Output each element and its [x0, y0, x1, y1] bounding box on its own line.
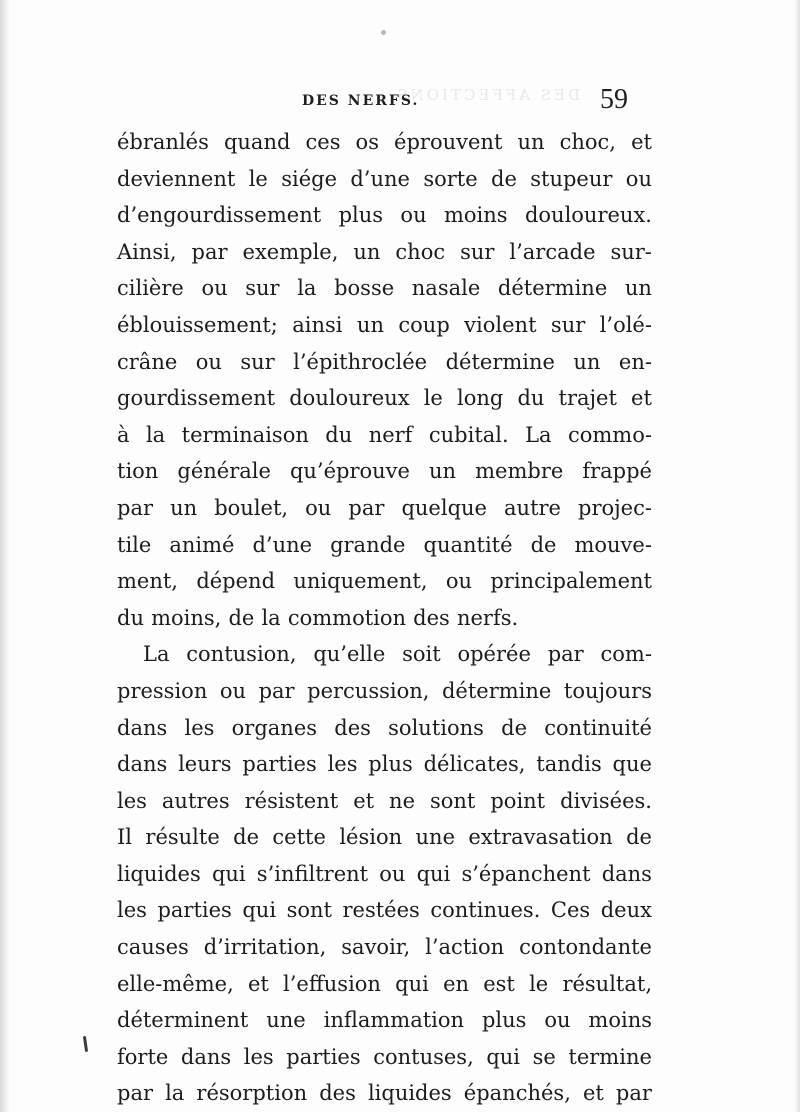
word: par: [117, 1081, 154, 1106]
word: contondante: [519, 935, 652, 960]
word: extravasation: [468, 825, 613, 850]
word: et: [582, 1081, 604, 1106]
word: de: [233, 825, 260, 850]
text-line: [117, 124, 652, 161]
text-line: [117, 819, 652, 856]
word: la: [145, 422, 166, 447]
text-line: [117, 161, 652, 198]
word: nerfs.: [456, 605, 519, 630]
word: ou: [195, 349, 222, 374]
word: ces: [305, 130, 341, 154]
word: d’une: [350, 166, 410, 191]
word: terminaison: [181, 422, 309, 447]
word: membre: [475, 459, 564, 484]
body-text: [117, 124, 652, 1112]
word: sont: [429, 788, 476, 813]
word: forte: [117, 1044, 169, 1069]
word: éprouvent: [394, 130, 503, 154]
text-line: [117, 892, 652, 929]
word: trajet: [558, 386, 617, 411]
word: détermine: [497, 276, 608, 301]
word: leurs: [178, 752, 232, 777]
text-line: [117, 453, 652, 490]
word: douloureux.: [524, 203, 652, 228]
text-line: [117, 270, 652, 307]
text-line: [117, 234, 652, 271]
text-line: [117, 746, 652, 783]
word: plus: [338, 203, 384, 228]
word: dans: [117, 715, 168, 740]
word: ne: [389, 788, 415, 813]
text-line: [117, 490, 652, 527]
word: la: [297, 276, 317, 301]
word: que: [612, 752, 652, 777]
word: les: [184, 715, 215, 740]
word: par: [191, 239, 228, 264]
word: un: [624, 276, 652, 301]
text-line: [117, 673, 652, 710]
word: bosse: [334, 276, 395, 301]
text-line: [117, 1039, 652, 1076]
word: par: [615, 1081, 652, 1106]
word: ment,: [117, 569, 178, 594]
word: dépend: [196, 569, 276, 594]
word: des: [413, 605, 450, 630]
word: à: [117, 422, 130, 447]
word: ou: [544, 1008, 571, 1033]
word: un: [573, 349, 601, 374]
word: une: [415, 825, 455, 850]
word: en: [443, 971, 470, 996]
word: ou: [201, 276, 228, 301]
word: deviennent: [117, 166, 236, 191]
word: qui: [416, 861, 451, 886]
word: sur: [550, 312, 586, 337]
word: de: [626, 825, 652, 850]
word: qu’elle: [313, 642, 386, 667]
word: qui: [395, 971, 429, 996]
word: quantité: [423, 532, 513, 557]
word: percussion,: [307, 678, 430, 703]
word: par: [117, 495, 154, 520]
word: et: [631, 130, 652, 154]
word: ou: [379, 861, 406, 886]
word: par: [258, 678, 295, 703]
word: contusion,: [186, 642, 297, 667]
word: os: [355, 130, 379, 154]
text-line: [117, 929, 652, 966]
word: Ainsi,: [117, 239, 177, 264]
word: par: [348, 495, 385, 520]
word: résulte: [145, 825, 220, 850]
word: autres: [161, 788, 230, 813]
text-line: [117, 600, 652, 637]
word: s’épanchent: [461, 861, 591, 886]
word: liquides: [117, 861, 201, 886]
word: divisées.: [560, 788, 652, 813]
word: l’olé-: [599, 312, 652, 337]
word: point: [490, 788, 546, 813]
word: sur-: [610, 239, 652, 264]
word: la: [165, 1081, 185, 1106]
word: qui: [242, 898, 277, 923]
word: causes: [117, 935, 189, 960]
word: cette: [272, 825, 326, 850]
word: moins: [443, 203, 508, 228]
word: nerf: [368, 422, 413, 447]
word: une: [266, 1008, 306, 1033]
text-line: [117, 197, 652, 234]
running-title: DES NERFS.: [302, 93, 420, 109]
word: les: [117, 898, 147, 923]
word: par: [547, 642, 584, 667]
text-line: [117, 344, 652, 381]
word: l’épithroclée: [293, 349, 428, 374]
word: savoir,: [341, 935, 411, 960]
word: exemple,: [242, 239, 339, 264]
text-line: [117, 1002, 652, 1039]
text-line: [117, 417, 652, 454]
word: uniquement,: [293, 569, 428, 594]
word: l’action: [425, 935, 505, 960]
word: crâne: [117, 349, 178, 374]
word: et: [247, 971, 269, 996]
word: des: [334, 715, 371, 740]
word: sur: [245, 276, 280, 301]
word: sur: [460, 239, 495, 264]
word: plus: [481, 1008, 527, 1033]
word: sorte: [423, 166, 478, 191]
word: Ces: [550, 898, 591, 923]
word: un: [429, 459, 457, 484]
word: grande: [330, 532, 406, 557]
word: parties: [242, 752, 317, 777]
word: cilière: [117, 276, 184, 301]
page-number: 59: [600, 84, 628, 115]
word: Il: [117, 825, 133, 850]
text-line: [117, 710, 652, 747]
word: de: [501, 715, 528, 740]
word: dans: [180, 1044, 232, 1069]
word: coup: [398, 312, 450, 337]
word: boulet,: [214, 495, 289, 520]
word: qui: [211, 861, 246, 886]
word: d’une: [252, 532, 313, 557]
show-through-heading: DES AFFECTIONS: [394, 86, 580, 104]
word: choc,: [559, 130, 616, 154]
word: d’engourdissement: [117, 203, 322, 228]
word: ébranlés: [117, 130, 209, 154]
word: qui: [486, 1044, 521, 1069]
word: du: [325, 422, 353, 447]
word: cubital.: [428, 422, 509, 447]
page-gutter-shadow: [0, 0, 10, 1112]
word: liquides: [367, 1081, 452, 1106]
word: de: [491, 166, 517, 191]
word: ou: [219, 678, 247, 703]
word: commotion: [287, 605, 407, 630]
word: dans: [117, 752, 168, 777]
paper-speck: [381, 30, 386, 35]
word: long: [456, 386, 504, 411]
word: ou: [625, 166, 652, 191]
word: solutions: [388, 715, 484, 740]
word: siége: [281, 166, 337, 191]
word: La: [525, 422, 552, 447]
text-line: [117, 1075, 652, 1112]
word: tile: [117, 532, 152, 557]
word: un: [353, 239, 381, 264]
word: un: [170, 495, 198, 520]
word: éblouissement;: [117, 312, 278, 337]
word: l’effusion: [283, 971, 381, 996]
word: mouve-: [574, 532, 652, 557]
word: tion: [117, 459, 159, 484]
word: et: [353, 788, 375, 813]
word: violent: [464, 312, 537, 337]
word: sur: [240, 349, 275, 374]
word: quand: [223, 130, 291, 154]
word: délicates,: [423, 752, 526, 777]
word: choc: [395, 239, 446, 264]
word: ou: [445, 569, 473, 594]
word: douloureux: [289, 386, 410, 411]
word: nasale: [411, 276, 481, 301]
word: tandis: [536, 752, 602, 777]
word: principalement: [490, 569, 652, 594]
word: est: [483, 971, 515, 996]
word: continues.: [430, 898, 541, 923]
word: détermine: [445, 349, 555, 374]
word: pression: [117, 678, 208, 703]
word: en-: [618, 349, 652, 374]
word: des: [319, 1081, 356, 1106]
word: inflammation: [323, 1008, 465, 1033]
word: parties: [286, 1044, 361, 1069]
word: commo-: [567, 422, 652, 447]
word: ainsi: [292, 312, 343, 337]
text-line: [117, 856, 652, 893]
word: termine: [568, 1044, 652, 1069]
word: se: [532, 1044, 556, 1069]
word: continuité: [544, 715, 652, 740]
word: l’arcade: [509, 239, 596, 264]
word: s’infiltrent: [256, 861, 369, 886]
word: gourdissement: [117, 386, 276, 411]
word: lésion: [339, 825, 403, 850]
word: plus: [368, 752, 413, 777]
text-line: [117, 783, 652, 820]
word: résistent: [244, 788, 339, 813]
word: le: [529, 971, 549, 996]
word: du: [517, 386, 545, 411]
word: un: [356, 312, 384, 337]
text-line: [117, 380, 652, 417]
text-line: [117, 563, 652, 600]
word: la: [261, 605, 281, 630]
word: soit: [402, 642, 441, 667]
word: ou: [400, 203, 427, 228]
word: deux: [600, 898, 652, 923]
word: stupeur: [530, 166, 613, 191]
word: contuses,: [373, 1044, 474, 1069]
word: parties: [157, 898, 232, 923]
word: les: [243, 1044, 274, 1069]
word: les: [117, 788, 147, 813]
text-line: [117, 527, 652, 564]
word: projec-: [578, 495, 652, 520]
word: sont: [286, 898, 332, 923]
word: résorption: [196, 1081, 308, 1106]
word: de: [530, 532, 557, 557]
word: épanchés,: [463, 1081, 571, 1106]
word: générale: [177, 459, 271, 484]
word: autre: [504, 495, 561, 520]
word: quelque: [401, 495, 487, 520]
word: de: [228, 605, 255, 630]
word: organes: [231, 715, 318, 740]
word: opérée: [457, 642, 531, 667]
word: du: [117, 605, 144, 630]
word: La: [143, 642, 170, 667]
word: dans: [601, 861, 652, 886]
word: ou: [305, 495, 332, 520]
word: détermine: [441, 678, 552, 703]
word: un: [517, 130, 545, 154]
text-line: [117, 636, 652, 673]
word: le: [248, 166, 268, 191]
word: elle-même,: [117, 971, 234, 996]
word: et: [631, 386, 652, 411]
word: résultat,: [562, 971, 652, 996]
text-line: [117, 307, 652, 344]
margin-ink-mark: [83, 1036, 88, 1052]
word: toujours: [563, 678, 652, 703]
word: qu’éprouve: [289, 459, 410, 484]
word: moins,: [151, 605, 222, 630]
text-line: [117, 966, 652, 1003]
word: frappé: [582, 459, 652, 484]
word: animé: [169, 532, 235, 557]
word: le: [423, 386, 443, 411]
word: moins: [588, 1008, 652, 1033]
word: restées: [342, 898, 420, 923]
word: d’irritation,: [203, 935, 327, 960]
word: les: [327, 752, 358, 777]
word: déterminent: [117, 1008, 249, 1033]
page-edge-shadow: [794, 0, 800, 1112]
word: com-: [600, 642, 652, 667]
